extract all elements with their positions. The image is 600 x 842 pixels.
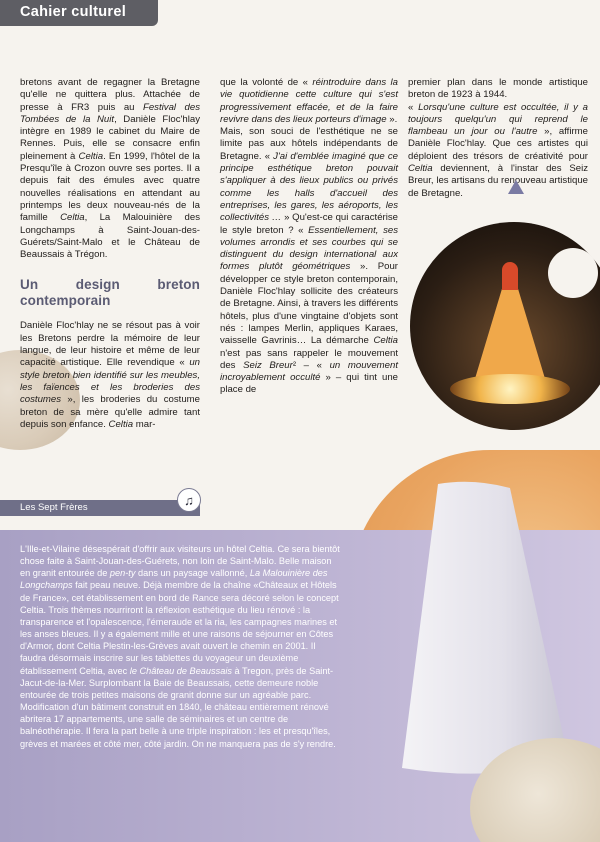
music-note-icon: ♫ — [177, 488, 201, 512]
lamp-tip — [502, 262, 518, 290]
paragraph-6: « Lorsqu'une culture est occultée, il y a toujours quelqu'un qui reprend le flambeau un jour ou l'autre », affirme Danièle Floc'hlay. Que ces artistes qui déploient des trésors de créativité pour Celtia deviennent, à l'instar des Seiz Breur, les artisans du renouveau artistique de Bretagne. — [408, 101, 588, 199]
paragraph-2: Danièle Floc'hlay ne se résout pas à voir les Bretons perdre la mémoire de leur langue, de leur histoire et même de leur capacité artistique. Elle revendique « un style breton bien identifié sur les meubles, les faïences et les broderies des costumes », les broderies du costume breton de sa mère qu'elle admire tant depuis son enfance. Celtia mar- — [20, 320, 200, 430]
sidebar-label: Les Sept Frères — [20, 502, 88, 513]
sidebar-text: L'Ille-et-Vilaine désespérait d'offrir aux visiteurs un hôtel Celtia. Ce sera bientôt chose faite à Saint-Jouan-des-Guérets, non loin de Saint-Malo. Belle maison en granit entourée de pen-ty dans un paysage vallonné, La Malouinière des Longchamps fait peau neuve. Déjà membre de la chaîne «Châteaux et Hôtels de France», cet établissement en bord de Rance sera décoré selon le concept Celtia. Trois thèmes nourriront la réflexion esthétique du lieu rénové : la transparence et l'opalescence, l'émeraude et la ria, les campagnes marines et les anses bleues. Il y a également mille et une raisons de séjourner en Côtes d'Armor, dont Celtia Plestin-les-Grèves avait ouvert le chemin en 2001. Il faudra désormais inscrire sur les tablettes du voyageur un deuxième établissement Celtia, avec le Château de Beaussais à Tregon, près de Saint-Jacut-de-la-Mer. Surplombant la Baie de Beaussais, cette demeure noble entourée de trois petites maisons de granit donne sur un agréable parc. Modification d'un bâtiment construit en 1840, le château entièrement rénové abritera 17 appartements, une salle de séminaires et un centre de balnéothérapie. Il fera la part belle à une triple inspiration : les et presqu'îles, grèves et marées et côté mer, côté jardin. On ne manquera pas de s'y rendre. — [20, 544, 340, 749]
lamp-glow — [450, 374, 570, 404]
article-column-2 — [220, 77, 398, 397]
section-heading: Un design breton contemporain — [20, 277, 200, 309]
paragraph-5: premier plan dans le monde artistique breton de 1923 à 1944. — [408, 77, 588, 101]
triangle-ornament-icon — [508, 180, 524, 194]
paragraph-4: Mais, son souci de l'esthétique ne se limite pas aux hôtels indépendants de Bretagne. « J'ai d'emblée imaginé que ce principe esthétique breton pouvait s'appliquer à des lieux publics ou privés comme les halls d'accueil des entreprises, les gares, les aéroports, les collectivités … » Qu'est-ce qui caractérise le style breton ? « Essentiellement, ses volumes arrondis et ses courbes qui se distinguent du design international aux formes plutôt géométriques ». Pour développer ce style breton contemporain, Danièle Floc'hlay sollicite des créateurs de Bretagne. Ainsi, à travers les différents hôtels, plus d'une vingtaine d'objets sont nés : lampes Merlin, appliques Karaes, vaisselle Gavrinis… La démarche Celtia n'est pas sans rappeler le mouvement des Seiz Breur² – « un mouvement incroyablement occulté » – qui tint une place de — [220, 126, 398, 396]
paragraph-3: que la volonté de « réintroduire dans la vie quotidienne cette culture qui s'est progressivement effacée, et de la faire revivre dans des lieux porteurs d'image ». — [220, 77, 398, 125]
article-column-3 — [408, 77, 588, 200]
sidebar-label-band — [0, 500, 200, 516]
circle-cutout — [548, 248, 598, 298]
paragraph-1: bretons avant de regagner la Bretagne qu'elle ne quittera plus. Attachée de presse à FR3 puis au Festival des Tombées de la Nuit, Danièle Floc'hlay intègre en 1989 le cabinet du Maire de Rennes. Puis, elle se consacre enfin pleinement à Celtia. En 1999, l'hôtel de la Presqu'île à Crozon ouvre ses portes. Il a depuis fait des émules avec quatre nouvelles réalisations en attendant au printemps les deux nouveau-nés de la famille Celtia, La Malouinière des Longchamps à Saint-Jouan-des-Guérets/Saint-Malo et le Château de Beaussais à Trégon. — [20, 77, 201, 261]
section-header-tab — [0, 0, 158, 26]
section-title: Cahier culturel — [20, 4, 127, 20]
white-cone-lamp-photo — [398, 478, 578, 778]
article-column-1 — [20, 77, 200, 431]
